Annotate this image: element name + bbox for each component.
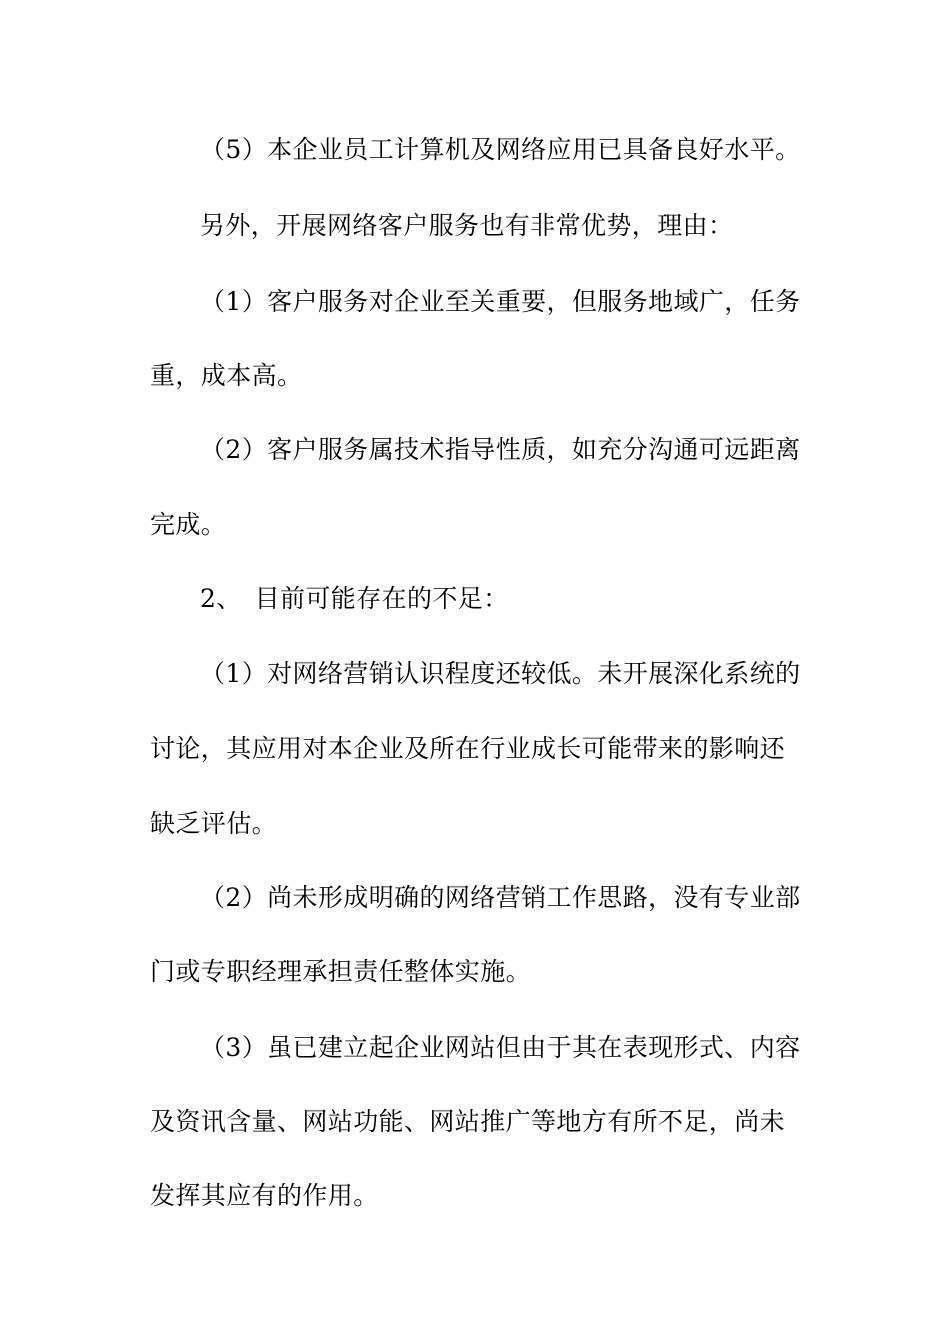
paragraph-shortcoming-3-line-2: 及资讯含量、网站功能、网站推广等地方有所不足，尚未 xyxy=(150,1107,786,1136)
paragraph-reason-2-line-2: 完成。 xyxy=(150,510,227,539)
section-heading-shortcomings: 2、 目前可能存在的不足： xyxy=(200,584,509,613)
paragraph-shortcoming-1-line-1: （1）对网络营销认识程度还较低。未开展深化系统的 xyxy=(200,659,801,688)
paragraph-shortcoming-3-line-1: （3）虽已建立起企业网站但由于其在表现形式、内容 xyxy=(200,1033,801,1062)
paragraph-shortcoming-2-line-1: （2）尚未形成明确的网络营销工作思路，没有专业部 xyxy=(200,883,801,912)
paragraph-reason-2-line-1: （2）客户服务属技术指导性质，如充分沟通可远距离 xyxy=(200,435,801,464)
paragraph-shortcoming-2-line-2: 门或专职经理承担责任整体实施。 xyxy=(150,957,532,986)
paragraph-reason-1-line-2: 重，成本高。 xyxy=(150,361,303,390)
paragraph-reason-1-line-1: （1）客户服务对企业至关重要，但服务地域广，任务 xyxy=(200,287,801,316)
paragraph-shortcoming-1-line-3: 缺乏评估。 xyxy=(150,809,278,838)
paragraph-shortcoming-3-line-3: 发挥其应有的作用。 xyxy=(150,1181,379,1210)
paragraph-point-5: （5）本企业员工计算机及网络应用已具备良好水平。 xyxy=(200,135,801,164)
paragraph-shortcoming-1-line-2: 讨论，其应用对本企业及所在行业成长可能带来的影响还 xyxy=(150,734,786,763)
paragraph-advantage-intro: 另外，开展网络客户服务也有非常优势，理由： xyxy=(200,211,734,240)
